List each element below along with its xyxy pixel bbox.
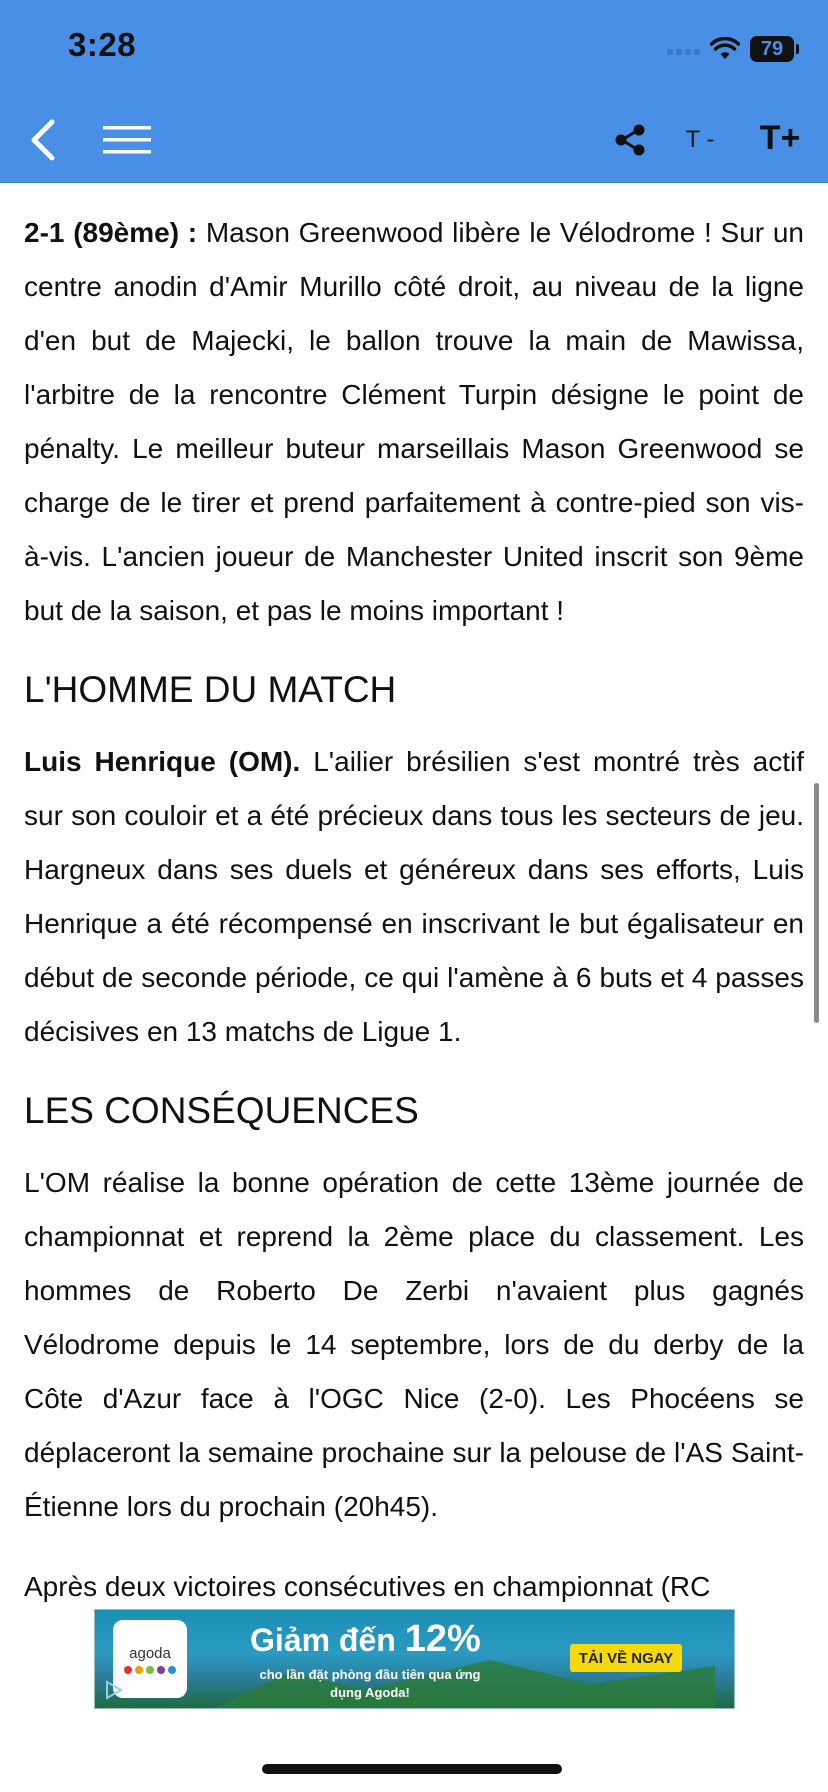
article-paragraph (24, 1156, 804, 1534)
home-indicator[interactable] (262, 1764, 562, 1774)
paragraph-text: L'ailier brésilien s'est montré très actif sur son couloir et a été précieux dans tous les secteurs de jeu. Hargneux dans ses duels et généreux dans ses efforts, Luis Henrique a été récompensé en inscrivant le but égalisateur en début de seconde période, ce qui l'amène à 6 buts et 4 passes décisives en 13 matchs de Ligue 1. (24, 746, 804, 1047)
ad-banner[interactable] (94, 1609, 735, 1709)
article-paragraph (24, 1560, 804, 1614)
ad-subline: cho lần đặt phòng đầu tiên qua ứng dụng Agoda! (259, 1667, 481, 1700)
menu-button[interactable] (102, 120, 152, 160)
ad-headline-percent: 12% (404, 1618, 481, 1660)
cellular-signal-icon (667, 43, 700, 55)
paragraph-text: L'OM réalise la bonne opération de cette 13ème journée de championnat et reprend la 2ème place du classement. Les hommes de Roberto De Zerbi n'avaient plus gagnés Vélodrome depuis le 14 septembre, lors de du derby de la Côte d'Azur face à l'OGC Nice (2-0). Les Phocéens se déplaceront la semaine prochaine sur la pelouse de l'AS Saint-Étienne lors du prochain (20h45). (24, 1167, 804, 1522)
back-button[interactable] (20, 112, 64, 168)
hamburger-menu-icon (103, 124, 151, 156)
section-heading-consequences: LES CONSÉQUENCES (24, 1090, 419, 1131)
ad-headline-prefix: Giảm đến (250, 1622, 405, 1658)
section-heading-man-of-the-match: L'HOMME DU MATCH (24, 669, 397, 710)
app-header (0, 0, 828, 183)
agoda-dots-icon (124, 1666, 176, 1674)
scrollbar[interactable] (814, 783, 819, 1023)
paragraph-text: Après deux victoires consécutives en championnat (RC (24, 1571, 711, 1602)
ad-brand: agoda (129, 1644, 171, 1662)
chevron-left-icon (28, 118, 56, 162)
article-paragraph (24, 206, 804, 638)
article-content (24, 183, 804, 1614)
ad-choices-icon[interactable] (101, 1678, 125, 1702)
status-icons (667, 34, 794, 64)
goal-timestamp: 2-1 (89ème) : (24, 217, 198, 248)
battery-icon (750, 36, 794, 62)
decrease-font-button[interactable]: T - (685, 126, 715, 153)
battery-level: 79 (760, 37, 784, 60)
play-triangle-icon (103, 1680, 123, 1700)
paragraph-text: Mason Greenwood libère le Vélodrome ! Sur un centre anodin d'Amir Murillo côté droit, au niveau de la ligne d'en but de Majecki, le ballon trouve la main de Mawissa, l'arbitre de la rencontre Clément Turpin désigne le point de pénalty. Le meilleur buteur marseillais Mason Greenwood se charge de le tirer et prend parfaitement à contre-pied son vis-à-vis. L'ancien joueur de Manchester United inscrit son 9ème but de la saison, et pas le moins important ! (24, 217, 804, 626)
wifi-icon (710, 37, 740, 61)
status-time: 3:28 (68, 26, 137, 63)
ad-download-button[interactable]: TẢI VỀ NGAY (570, 1644, 682, 1672)
player-name: Luis Henrique (OM). (24, 746, 301, 777)
increase-font-button[interactable]: T+ (759, 118, 801, 157)
share-icon (614, 124, 646, 156)
article-paragraph (24, 735, 804, 1059)
share-button[interactable] (610, 118, 650, 162)
ad-headline (250, 1618, 481, 1661)
